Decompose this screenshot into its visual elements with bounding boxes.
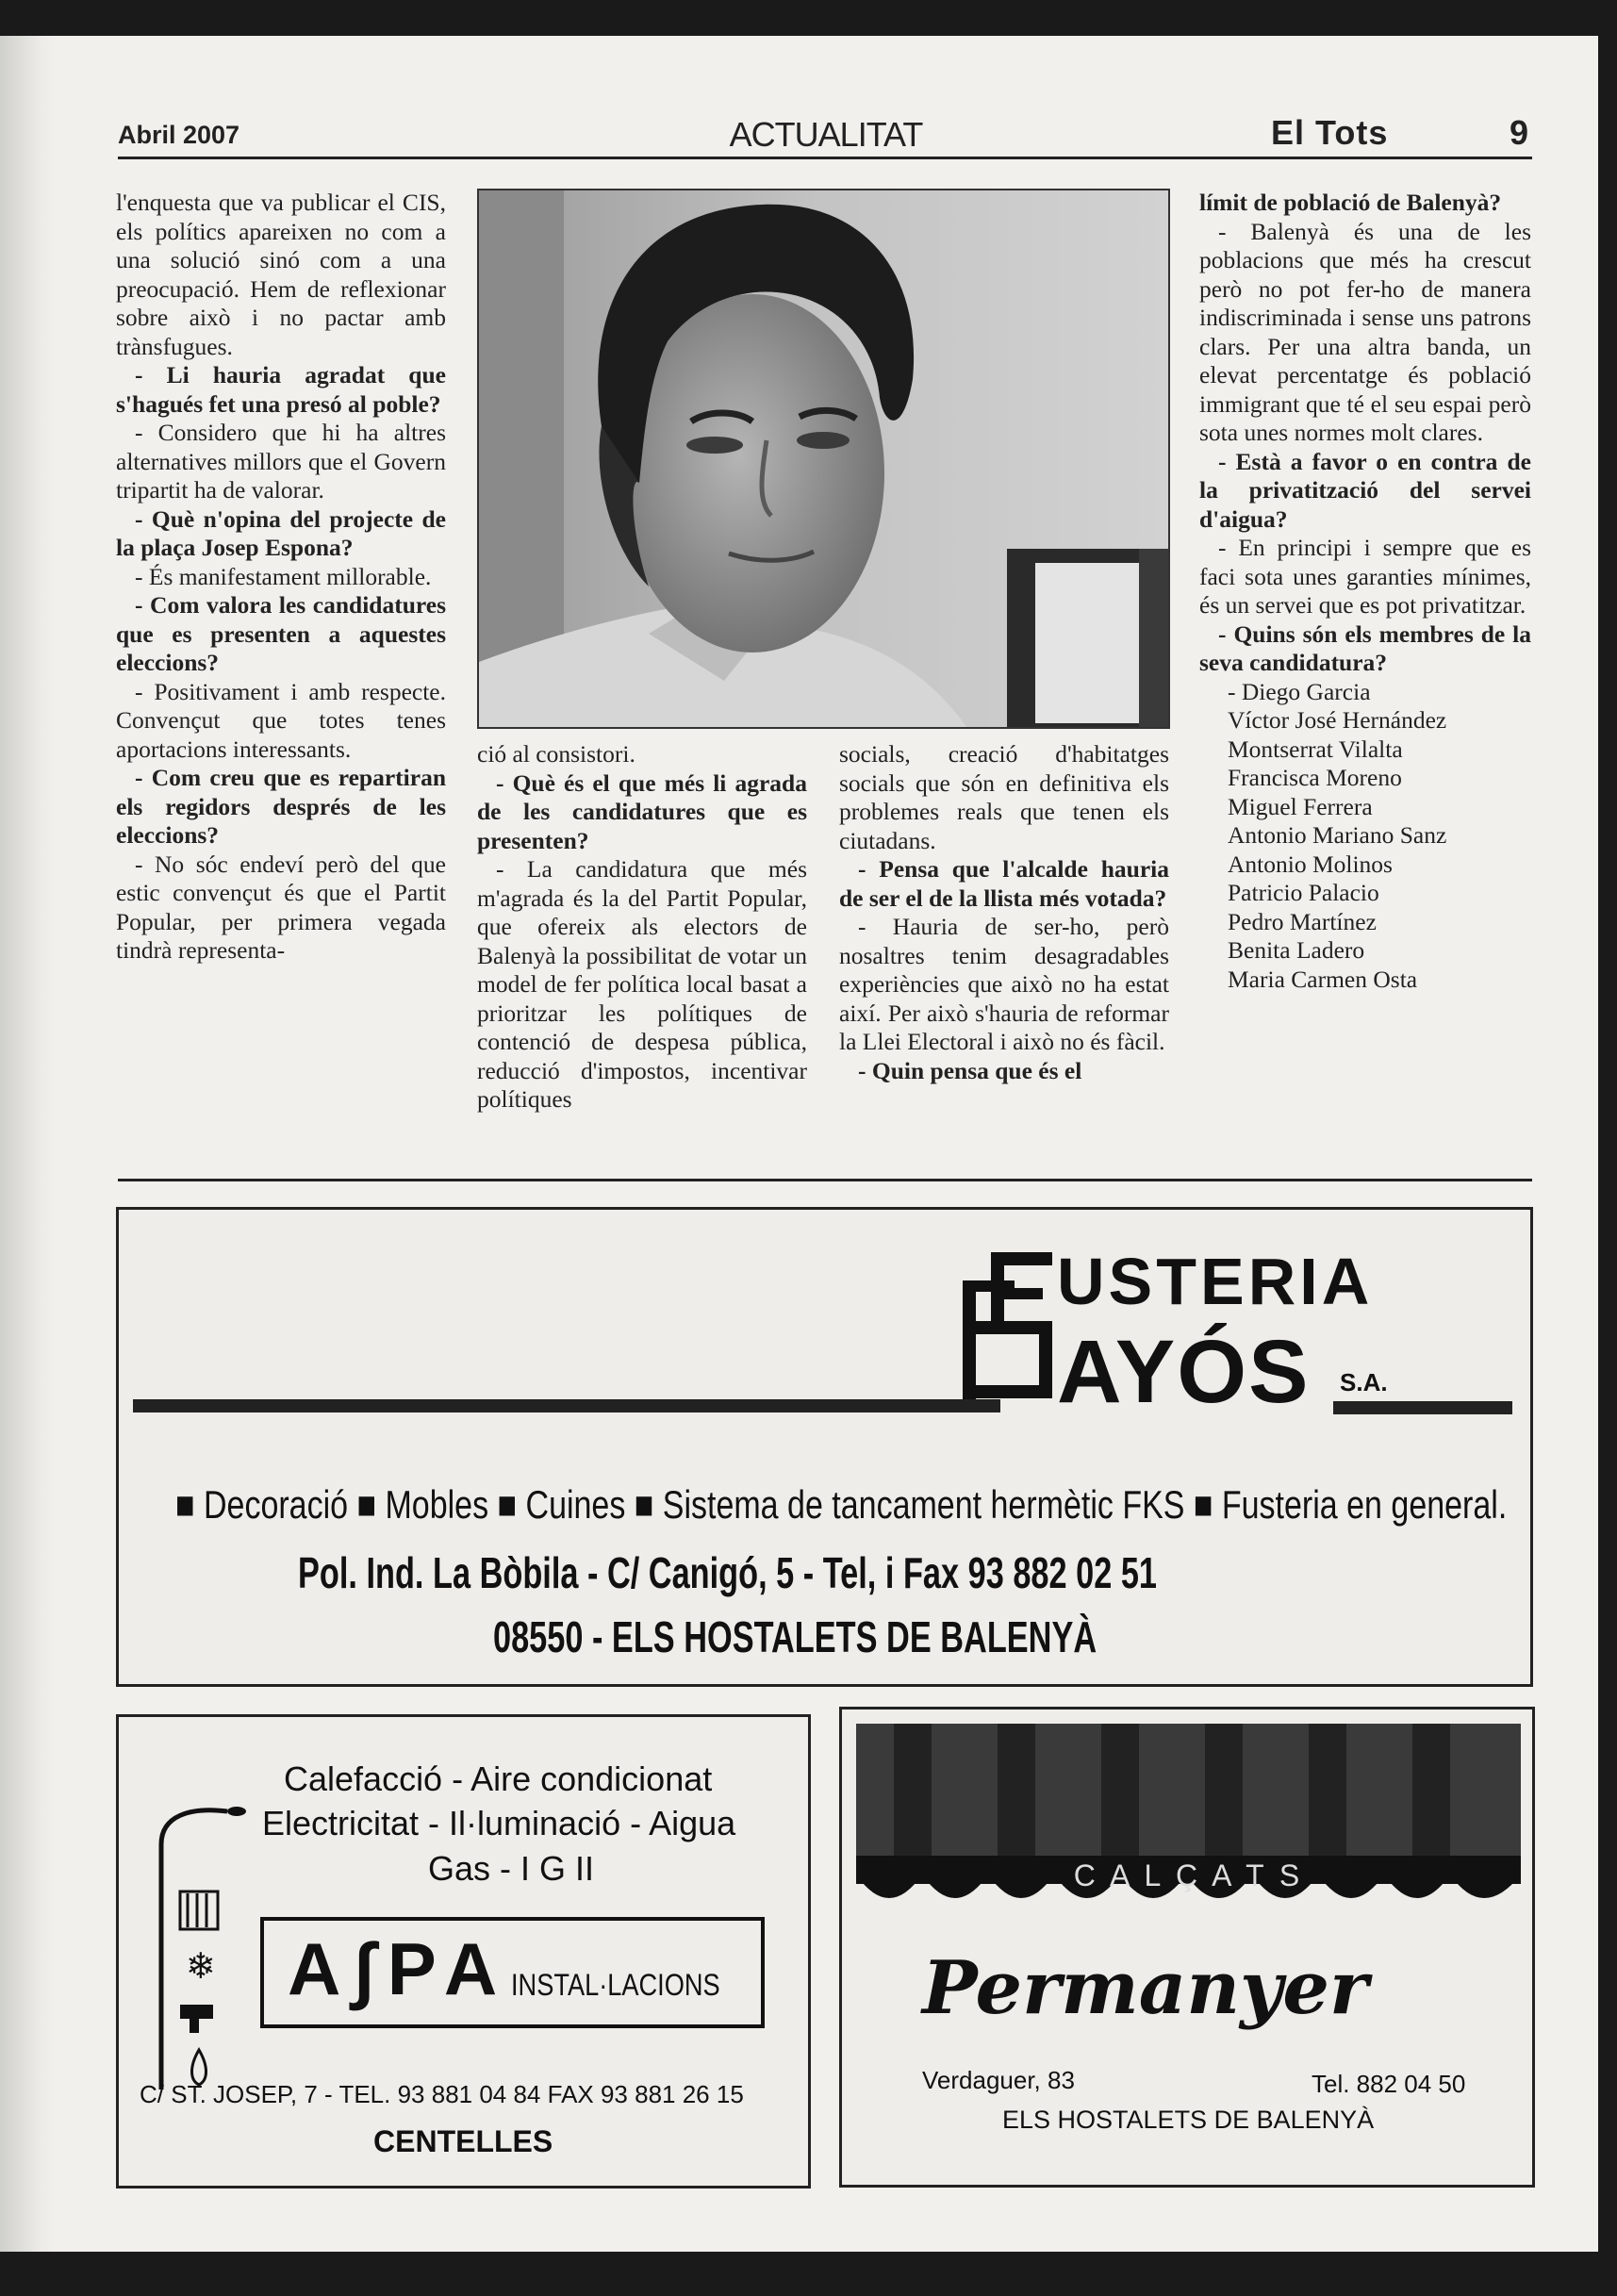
service-line-1: Calefacció - Aire condicionat bbox=[284, 1759, 713, 1798]
list-item: Miguel Ferrera bbox=[1228, 792, 1373, 820]
ad-aspa-installacions bbox=[116, 1714, 811, 2189]
page-gutter-shadow bbox=[0, 36, 57, 2252]
issue-date: Abril 2007 bbox=[118, 121, 240, 149]
article-column-2 bbox=[477, 740, 807, 1115]
ad-address: Pol. Ind. La Bòbila - C/ Canigó, 5 - Tel, i Fax 93 882 02 51 bbox=[298, 1549, 1158, 1598]
brand-name: A∫PA bbox=[288, 1927, 511, 2010]
ad-address: C/ ST. JOSEP, 7 - TEL. 93 881 04 84 FAX 93 881 26 15 bbox=[140, 2080, 744, 2108]
candidate-list bbox=[1199, 678, 1531, 995]
brand-bar bbox=[133, 1399, 1000, 1412]
question: - Està a favor o en contra de la privatització del servei d'aigua? bbox=[1199, 447, 1531, 533]
answer: - En principi i sempre que es faci sota unes garanties mínimes, és un servei que es pot privatitzar. bbox=[1199, 534, 1531, 619]
page-number: 9 bbox=[1510, 113, 1529, 152]
paragraph: socials, creació d'habitatges socials que són en definitiva els problemes reals que tenen els ciutadans. bbox=[839, 740, 1169, 854]
ad-calcats-permanyer bbox=[839, 1707, 1535, 2188]
portrait-image bbox=[479, 190, 1170, 729]
paragraph: l'enquesta que va publicar el CIS, els polítics apareixen no com a una solució sinó com a una preocupació. Hem de reflexionar sobre això i no pactar amb trànsfugues. bbox=[116, 189, 446, 360]
list-item: - Diego Garcia bbox=[1228, 677, 1371, 705]
answer: - Positivament i amb respecte. Convençut que totes tenes aportacions interessants. bbox=[116, 677, 446, 763]
question: - Què n'opina del projecte de la plaça Josep Espona? bbox=[116, 504, 446, 561]
service-line-2: Electricitat - Il·luminació - Aigua bbox=[262, 1804, 736, 1842]
list-item: Patricio Palacio bbox=[1228, 879, 1379, 906]
fusteria-logo-mark bbox=[963, 1252, 1052, 1408]
question: - Quin pensa que és el bbox=[858, 1056, 1082, 1084]
question: - Quins són els membres de la seva candidatura? bbox=[1199, 619, 1531, 676]
shop-city: ELS HOSTALETS DE BALENYÀ bbox=[1002, 2106, 1375, 2134]
ad-services-text: ■ Decoració ■ Mobles ■ Cuines ■ Sistema de tancament hermètic FKS ■ Fusteria en general. bbox=[175, 1483, 1508, 1528]
ad-fusteria-sayos bbox=[116, 1207, 1533, 1687]
section-title: ACTUALITAT bbox=[729, 115, 923, 154]
answer: - Balenyà és una de les poblacions que més ha crescut però no pot fer-ho de manera indiscriminada i sense uns patrons clars. Per una altra banda, un elevat percentatge és població immigrant que té el seu espai però sota unes normes molt clares. bbox=[1199, 217, 1531, 446]
shop-phone: Tel. 882 04 50 bbox=[1312, 2070, 1466, 2098]
question: - Li hauria agradat que s'hagués fet una presó al poble? bbox=[116, 361, 446, 418]
question: - Què és el que més li agrada de les candidatures que es presenten? bbox=[477, 768, 807, 854]
shop-street: Verdaguer, 83 bbox=[922, 2066, 1075, 2094]
publication-name: El Tots bbox=[1271, 113, 1389, 152]
brand-line-1: USTERIA bbox=[1057, 1245, 1374, 1318]
article-column-1 bbox=[116, 189, 446, 966]
list-item: Maria Carmen Osta bbox=[1228, 965, 1418, 993]
list-item: Francisca Moreno bbox=[1228, 764, 1402, 791]
paragraph: ció al consistori. bbox=[477, 740, 635, 768]
answer: - És manifestament millorable. bbox=[135, 562, 432, 590]
answer: - Hauria de ser-ho, però nosaltres tenim desagradables experiències que això no ha estat així. Per això s'hauria de reformar la Llei Electoral i això no és fàcil. bbox=[839, 913, 1169, 1055]
section-divider bbox=[118, 1179, 1532, 1181]
question: - Com creu que es repartiran els regidors després de les eleccions? bbox=[116, 764, 446, 849]
list-item: Víctor José Hernández bbox=[1228, 706, 1447, 734]
ad-city: 08550 - ELS HOSTALETS DE BALENYÀ bbox=[493, 1613, 1097, 1662]
answer: - Considero que hi ha altres alternatives millors que el Govern tripartit ha de valorar. bbox=[116, 419, 446, 504]
awning-label: C A L Ç A T S bbox=[1073, 1858, 1304, 1892]
answer: - La candidatura que més m'agrada és la del Partit Popular, que ofereix als electors de Balenyà la possibilitat de votar un model de fer política local basat a prioritzar les polítiques de contenció de despesa pública, reducció d'impostos, incentivar polítiques bbox=[477, 855, 807, 1113]
article-column-4 bbox=[1199, 189, 1531, 994]
aspa-brand-box bbox=[260, 1917, 765, 2028]
brand-bar-right bbox=[1333, 1401, 1512, 1414]
ad-city: CENTELLES bbox=[373, 2124, 553, 2158]
service-line-3: Gas - I G II bbox=[428, 1849, 595, 1888]
brand-name: Permanyer bbox=[922, 1945, 1369, 2031]
list-item: Pedro Martínez bbox=[1228, 907, 1377, 935]
lamp-post-icon bbox=[152, 1807, 256, 2090]
list-item: Antonio Mariano Sanz bbox=[1228, 821, 1447, 849]
brand-suffix: S.A. bbox=[1340, 1368, 1388, 1396]
brand-subtitle: INSTAL·LACIONS bbox=[511, 1968, 720, 2002]
question: límit de població de Balenyà? bbox=[1199, 189, 1502, 216]
brand-line-2: AYÓS bbox=[1057, 1322, 1311, 1422]
list-item: Benita Ladero bbox=[1228, 936, 1365, 964]
question: - Pensa que l'alcalde hauria de ser el de la llista més votada? bbox=[839, 855, 1169, 912]
question: - Com valora les candidatures que es presenten a aquestes eleccions? bbox=[116, 591, 446, 676]
svg-text:❄: ❄ bbox=[186, 1945, 216, 1987]
header-rule bbox=[118, 157, 1532, 159]
list-item: Montserrat Vilalta bbox=[1228, 735, 1403, 763]
list-item: Antonio Molinos bbox=[1228, 850, 1393, 878]
article-column-3 bbox=[839, 740, 1169, 1085]
candidate-portrait-photo bbox=[477, 189, 1170, 729]
answer: - No sóc endeví però del que estic convençut és que el Partit Popular, per primera vegada tindrà representa- bbox=[116, 850, 446, 964]
